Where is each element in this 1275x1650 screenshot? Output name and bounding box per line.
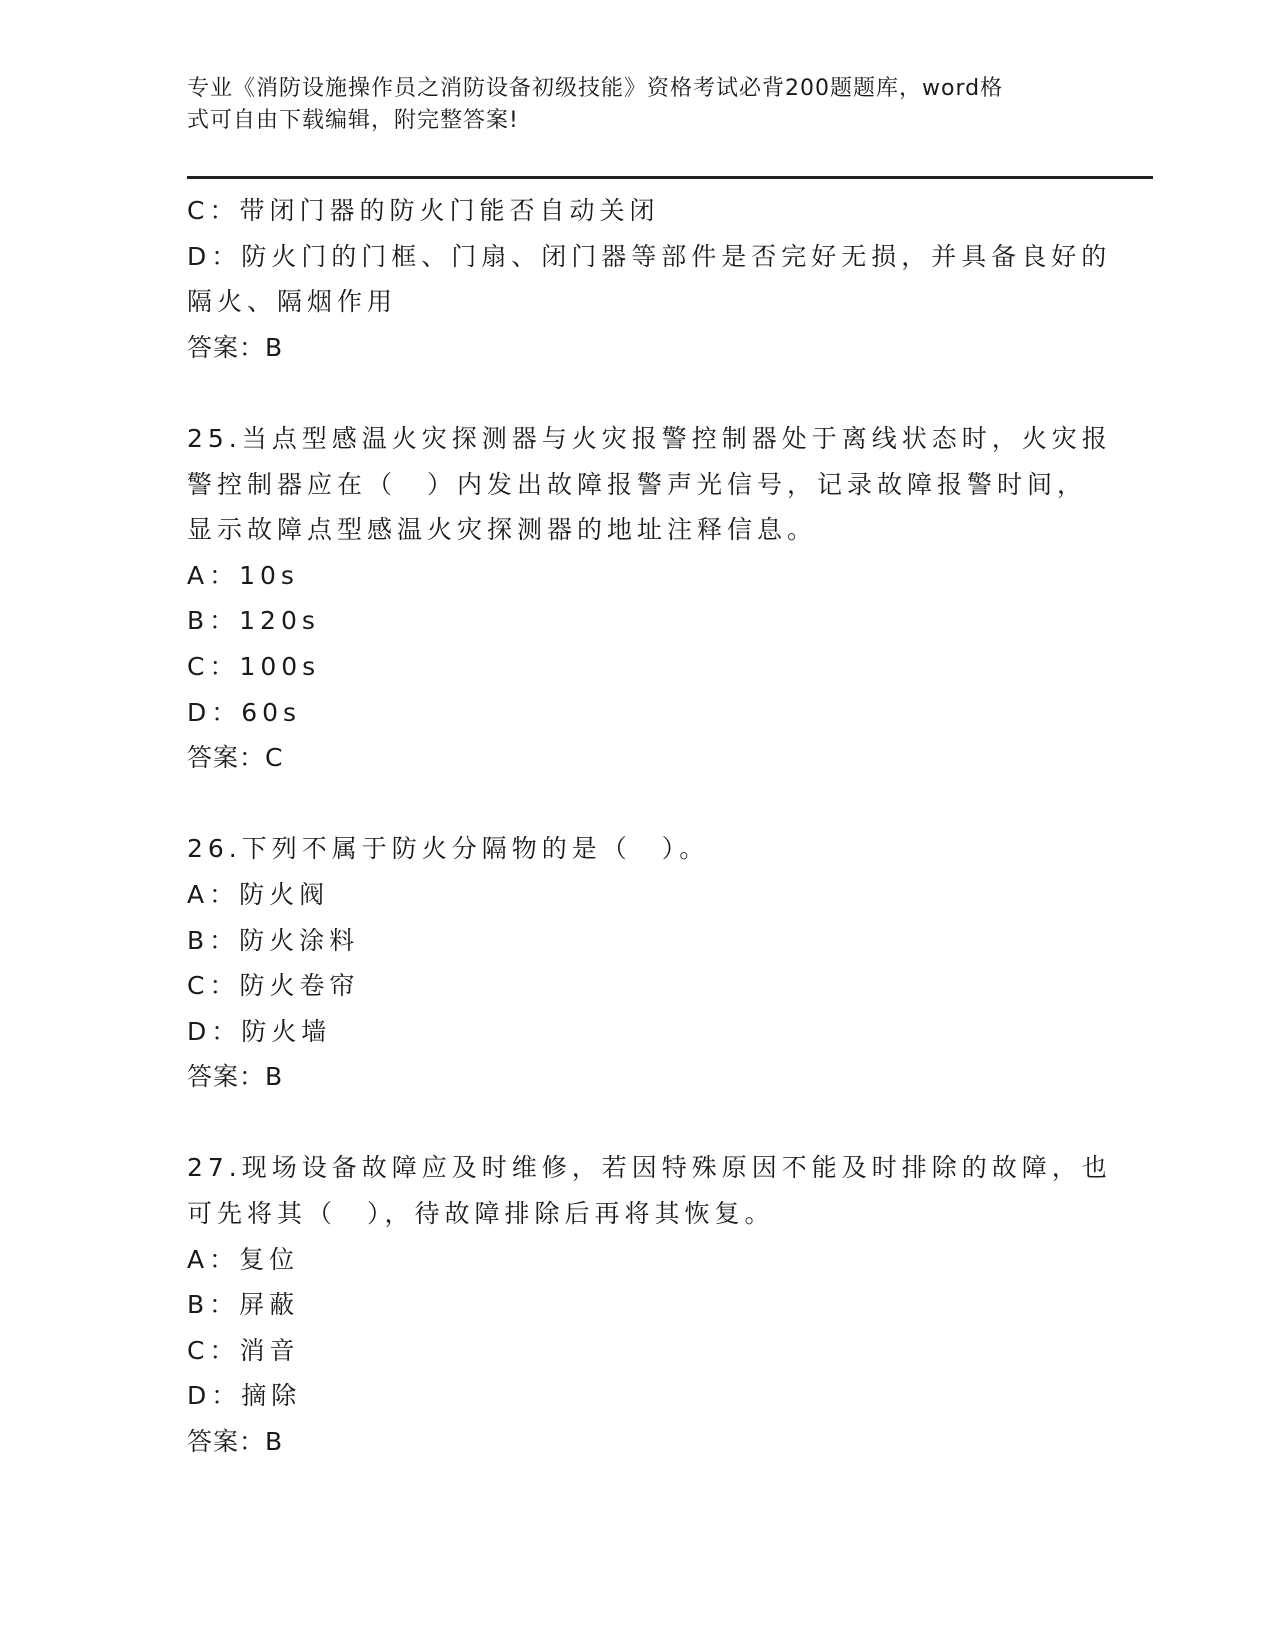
header-line-1: 专业《消防设施操作员之消防设备初级技能》资格考试必背200题题库，word格 (187, 76, 1004, 101)
option-d: D：防火墙 (187, 1016, 332, 1046)
question-stem-line: 27.现场设备故障应及时维修，若因特殊原因不能及时排除的故障，也 (187, 1153, 1112, 1183)
spacer (187, 781, 1087, 827)
option-b: B：屏蔽 (187, 1290, 300, 1320)
option-c: C：100s (187, 651, 321, 681)
header-line-2: 式可自由下载编辑，附完整答案! (187, 108, 519, 133)
question-26 (187, 826, 1087, 1100)
header-divider (187, 176, 1153, 179)
option-c: C：带闭门器的防火门能否自动关闭 (187, 196, 660, 225)
question-27 (187, 1145, 1112, 1464)
option-d-continued: 隔火、隔烟作用 (187, 287, 398, 317)
option-d: D：防火门的门框、门扇、闭门器等部件是否完好无损，并具备良好的 (187, 241, 1112, 271)
option-a: A：复位 (187, 1244, 300, 1274)
option-c: C：防火卷帘 (187, 971, 360, 1001)
option-a: A：10s (187, 560, 299, 590)
question-list (187, 188, 1112, 1465)
option-d: D：摘除 (187, 1381, 302, 1411)
spacer (187, 1100, 1087, 1146)
option-b: B：120s (187, 606, 320, 636)
question-stem-line: 警控制器应在（ ）内发出故障报警声光信号，记录故障报警时间， (187, 469, 1088, 499)
option-d: D：60s (187, 697, 302, 727)
question-25 (187, 416, 1112, 781)
answer-line: 答案：B (187, 332, 284, 362)
question-stem-line: 显示故障点型感温火灾探测器的地址注释信息。 (187, 515, 818, 545)
option-a: A：防火阀 (187, 879, 330, 909)
question-stem-line: 26.下列不属于防火分隔物的是（ ）。 (187, 834, 710, 864)
answer-line: 答案：C (187, 743, 284, 773)
question-24-tail (187, 188, 1112, 370)
document-header (187, 73, 1067, 137)
question-stem-line: 25.当点型感温火灾探测器与火灾报警控制器处于离线状态时，火灾报 (187, 423, 1112, 453)
spacer (187, 370, 1087, 416)
option-b: B：防火涂料 (187, 925, 360, 955)
question-stem-line: 可先将其（ ），待故障排除后再将其恢复。 (187, 1199, 775, 1229)
answer-line: 答案：B (187, 1427, 284, 1457)
answer-line: 答案：B (187, 1062, 284, 1092)
option-c: C：消音 (187, 1335, 300, 1365)
